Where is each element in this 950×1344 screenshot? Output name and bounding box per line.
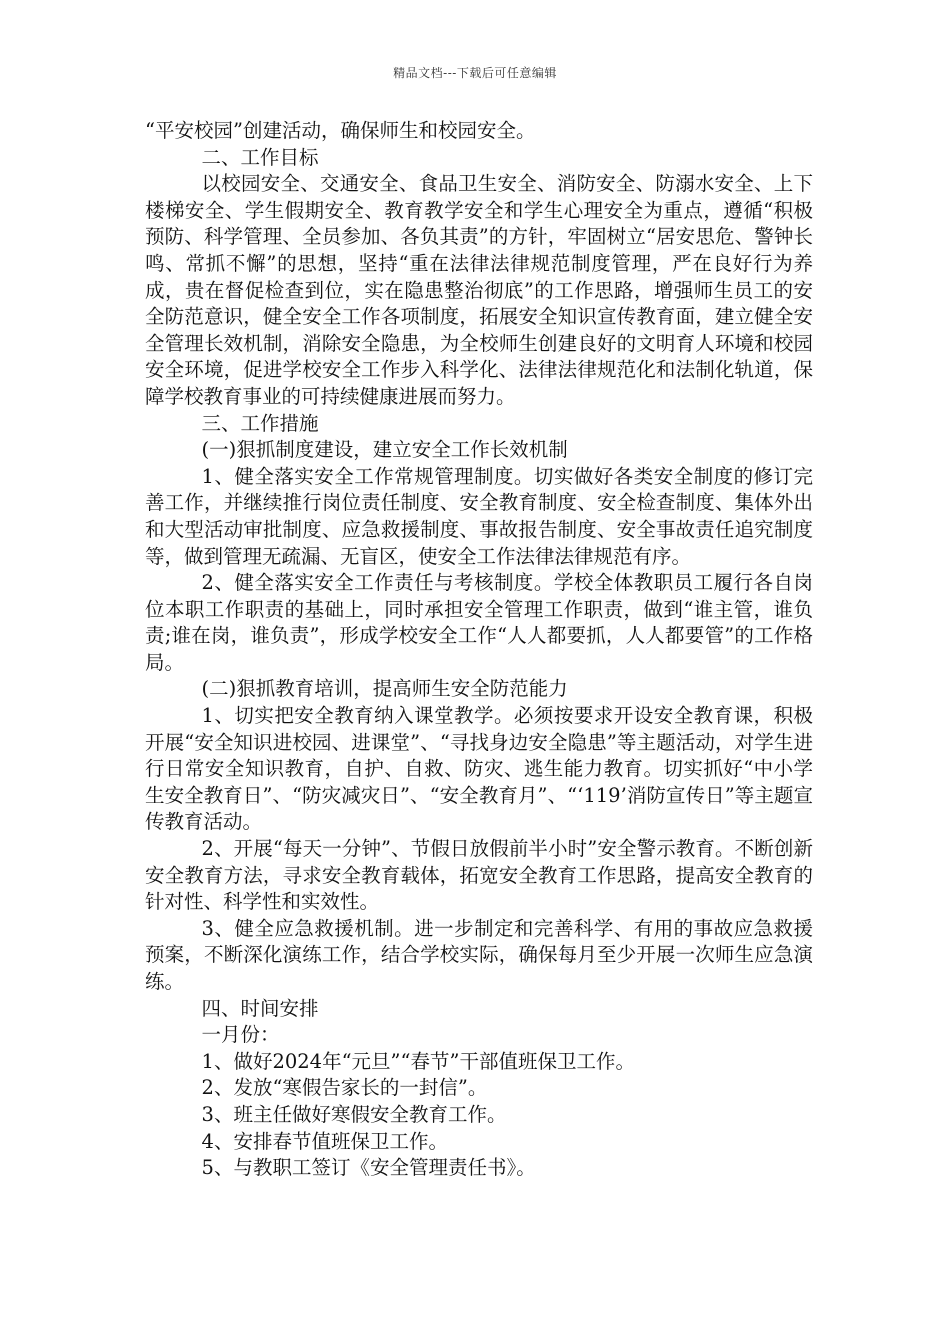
paragraph: 5、与教职工签订《安全管理责任书》。	[201, 1156, 536, 1180]
paragraph: 1、做好2024年“元旦”“春节”干部值班保卫工作。	[201, 1049, 635, 1073]
paragraph: (二)狠抓教育培训，提高师生安全防范能力	[201, 677, 568, 701]
page-header: 精品文档---下载后可任意编辑	[393, 66, 557, 80]
paragraph: 以校园安全、交通安全、食品卫生安全、消防安全、防溺水安全、上下楼梯安全、学生假期安全、教育教学安全和学生心理安全为重点，遵循“积极预防、科学管理、全员参加、各负其责”的方针，牢固树立“居安思危、警钟长鸣、常抓不懈”的思想，坚持“重在法律法律规范制度管理，严在良好行为养成，贵在督促检查到位，实在隐患整治彻底”的工作思路，增强师生员工的安全防范意识，健全安全工作各项制度，拓展安全知识宣传教育面，建立健全安全管理长效机制，消除安全隐患，为全校师生创建良好的文明育人环境和校园安全环境，促进学校安全工作步入科学化、法律法律规范化和法制化轨道，保障学校教育事业的可持续健康进展而努力。	[145, 172, 813, 408]
paragraph: 4、安排春节值班保卫工作。	[201, 1129, 448, 1153]
paragraph: 一月份：	[201, 1023, 280, 1047]
document-body	[145, 118, 813, 1182]
paragraph: 3、班主任做好寒假安全教育工作。	[201, 1102, 507, 1126]
paragraph: “平安校园”创建活动，确保师生和校园安全。	[145, 119, 536, 142]
paragraph: 四、时间安排	[201, 996, 319, 1020]
paragraph: 3、健全应急救援机制。进一步制定和完善科学、有用的事故应急救援预案，不断深化演练工作，结合学校实际，确保每月至少开展一次师生应急演练。	[145, 916, 813, 993]
paragraph: 2、发放“寒假告家长的一封信”。	[201, 1076, 488, 1100]
paragraph: 二、工作目标	[201, 145, 319, 169]
paragraph: 2、开展“每天一分钟”、节假日放假前半小时”安全警示教育。不断创新安全教育方法，寻求安全教育载体，拓宽安全教育工作思路，提高安全教育的针对性、科学性和实效性。	[145, 837, 813, 914]
paragraph: 1、切实把安全教育纳入课堂教学。必须按要求开设安全教育课，积极开展“安全知识进校园、进课堂”、“寻找身边安全隐患”等主题活动，对学生进行日常安全知识教育，自护、自救、防灾、逃生能力教育。切实抓好“中小学生安全教育日”、“防灾减灾日”、“安全教育月”、“‘119’消防宣传日”等主题宣传教育活动。	[145, 704, 813, 834]
paragraph: 三、工作措施	[201, 411, 319, 435]
paragraph: 1、健全落实安全工作常规管理制度。切实做好各类安全制度的修订完善工作，并继续推行岗位责任制度、安全教育制度、安全检查制度、集体外出和大型活动审批制度、应急救援制度、事故报告制度、安全事故责任追究制度等，做到管理无疏漏、无盲区，使安全工作法律法律规范有序。	[145, 464, 813, 568]
paragraph: 2、健全落实安全工作责任与考核制度。学校全体教职员工履行各自岗位本职工作职责的基础上，同时承担安全管理工作职责，做到“谁主管，谁负责;谁在岗，谁负责”，形成学校安全工作“人人都要抓，人人都要管”的工作格局。	[145, 571, 813, 674]
paragraph: (一)狠抓制度建设，建立安全工作长效机制	[201, 438, 568, 462]
